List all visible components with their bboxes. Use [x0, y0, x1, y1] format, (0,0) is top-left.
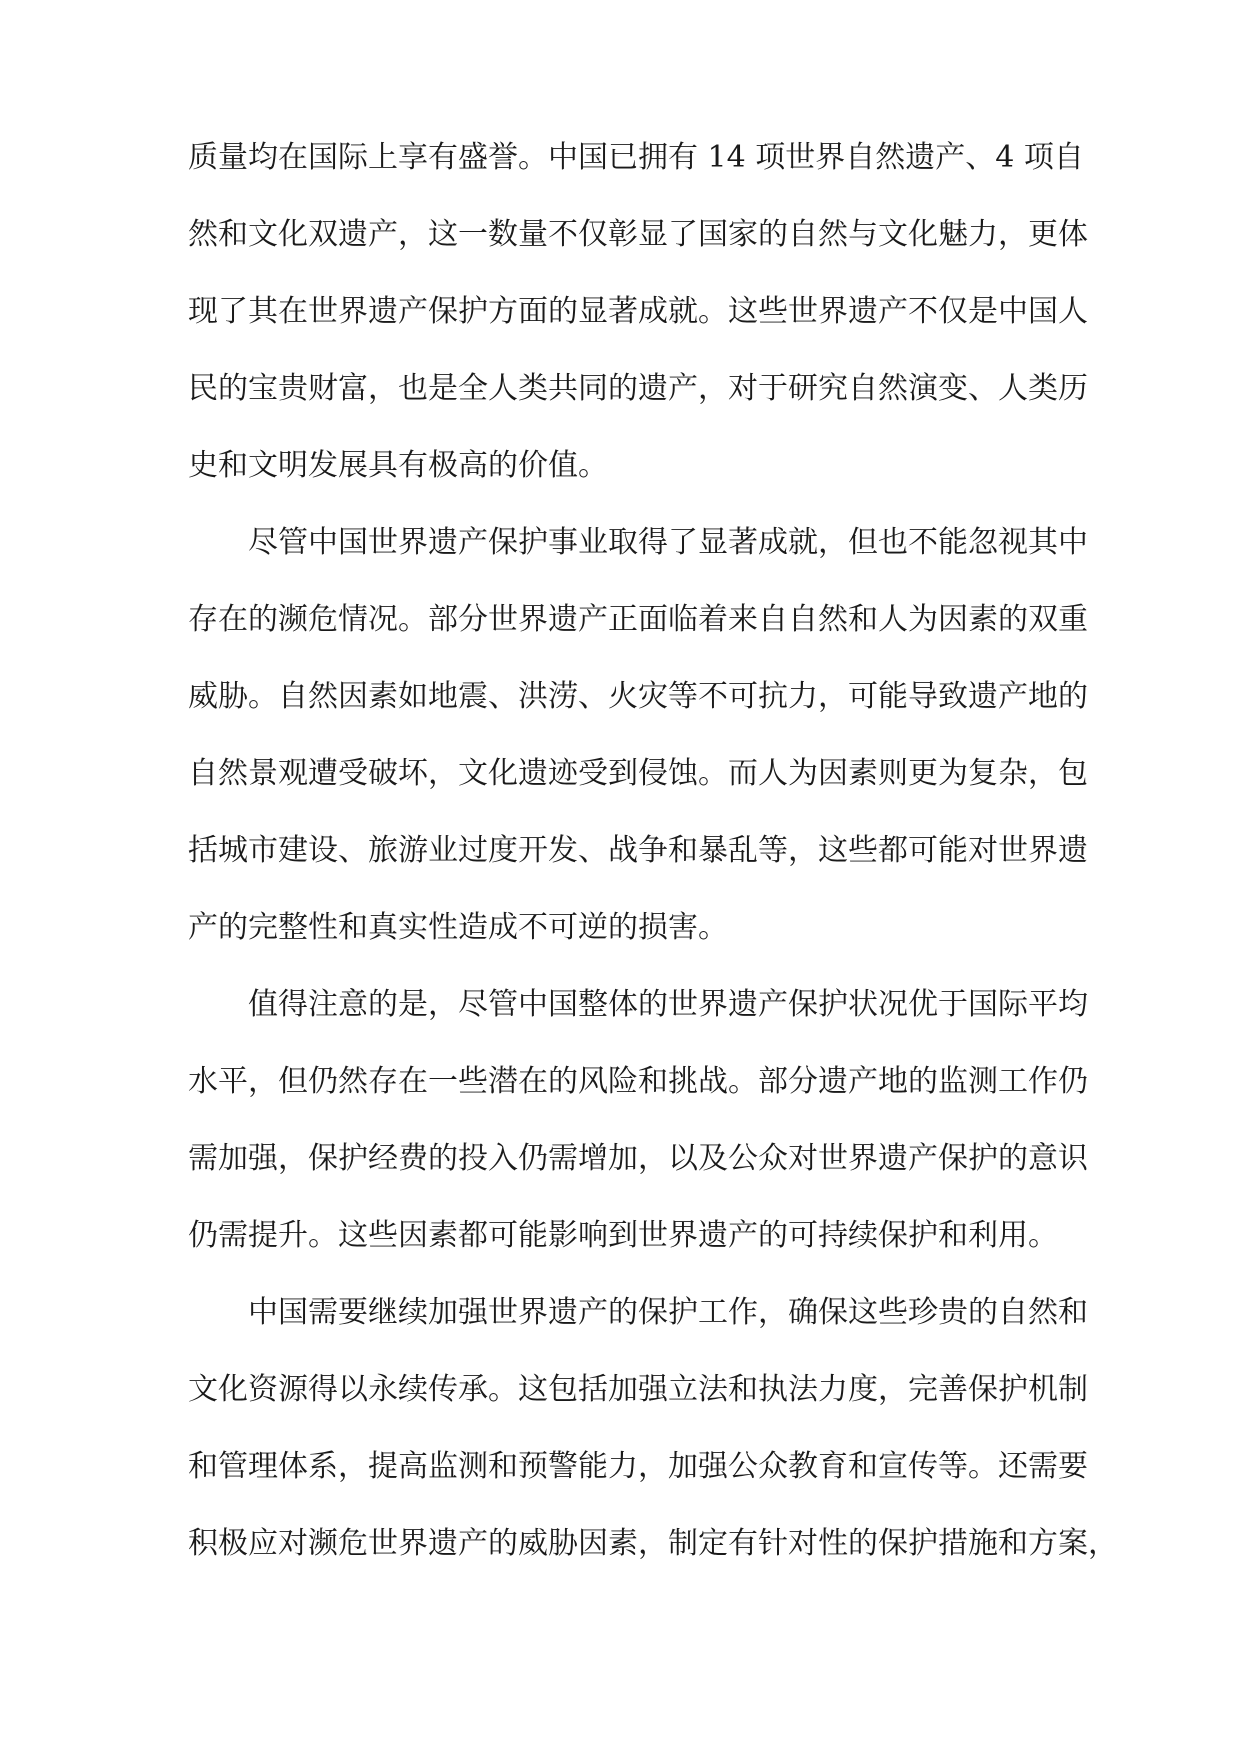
text-line: 尽管中国世界遗产保护事业取得了显著成就，但也不能忽视其中: [248, 525, 1088, 560]
text-line: 产的完整性和真实性造成不可逆的损害。: [188, 910, 728, 945]
text-line: 括城市建设、旅游业过度开发、战争和暴乱等，这些都可能对世界遗: [188, 833, 1088, 868]
text-line: 质量均在国际上享有盛誉。中国已拥有 14 项世界自然遗产、4 项自: [188, 140, 1084, 175]
text-line: 仍需提升。这些因素都可能影响到世界遗产的可持续保护和利用。: [188, 1218, 1058, 1253]
text-line: 和管理体系，提高监测和预警能力，加强公众教育和宣传等。还需要: [188, 1449, 1088, 1484]
text-line: 值得注意的是，尽管中国整体的世界遗产保护状况优于国际平均: [248, 987, 1088, 1022]
text-line: 自然景观遭受破坏，文化遗迹受到侵蚀。而人为因素则更为复杂，包: [188, 756, 1088, 791]
text-line: 然和文化双遗产，这一数量不仅彰显了国家的自然与文化魅力，更体: [188, 217, 1088, 252]
text-line: 存在的濒危情况。部分世界遗产正面临着来自自然和人为因素的双重: [188, 602, 1088, 637]
text-line: 威胁。自然因素如地震、洪涝、火灾等不可抗力，可能导致遗产地的: [188, 679, 1088, 714]
text-line: 积极应对濒危世界遗产的威胁因素，制定有针对性的保护措施和方案，: [188, 1526, 1118, 1561]
text-line: 现了其在世界遗产保护方面的显著成就。这些世界遗产不仅是中国人: [188, 294, 1088, 329]
text-line: 史和文明发展具有极高的价值。: [188, 448, 608, 483]
text-line: 需加强，保护经费的投入仍需增加，以及公众对世界遗产保护的意识: [188, 1141, 1088, 1176]
text-line: 民的宝贵财富，也是全人类共同的遗产，对于研究自然演变、人类历: [188, 371, 1088, 406]
text-line: 水平，但仍然存在一些潜在的风险和挑战。部分遗产地的监测工作仍: [188, 1064, 1088, 1099]
text-line: 文化资源得以永续传承。这包括加强立法和执法力度，完善保护机制: [188, 1372, 1088, 1407]
text-line: 中国需要继续加强世界遗产的保护工作，确保这些珍贵的自然和: [248, 1295, 1088, 1330]
